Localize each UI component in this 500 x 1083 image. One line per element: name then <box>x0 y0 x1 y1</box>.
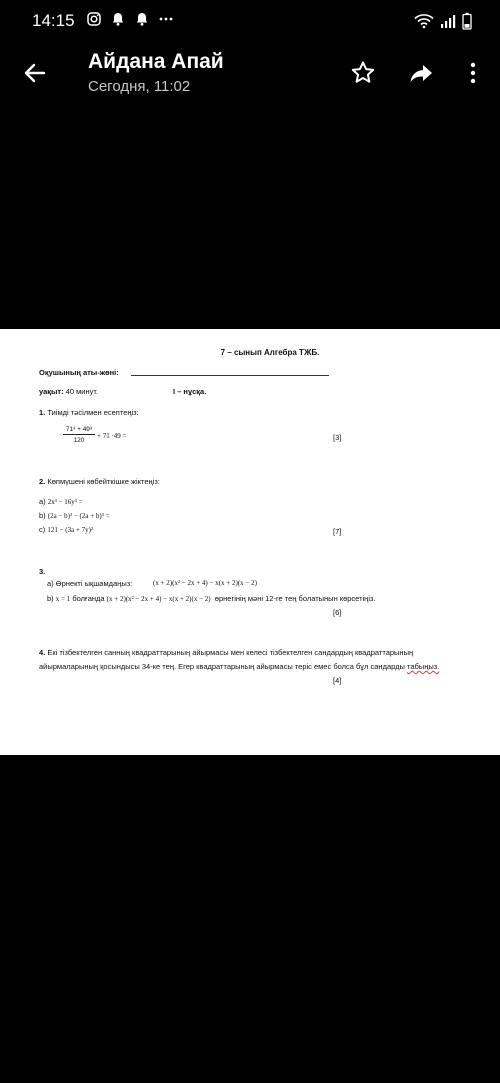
q2-score: [7] <box>333 527 342 536</box>
q4-line2 <box>39 662 439 671</box>
q2-heading <box>39 477 160 486</box>
q2-item-expr: 121 − (3a + 7y)² <box>47 526 94 534</box>
q4-line1 <box>39 648 413 657</box>
bell-icon <box>134 11 150 27</box>
q3-a-text: а) Өрнекті ықшамдаңыз: <box>47 579 133 588</box>
q1-fraction <box>63 426 95 444</box>
battery-icon <box>462 12 472 30</box>
q4-text-line1: Екі тізбектелген санның квадраттарының айырмасы мен келесі тізбектелген сандардың квадраттарының <box>47 648 414 657</box>
q1-score: [3] <box>333 433 342 442</box>
q2-item-expr: (2a − b)³ − (2a + b)³ = <box>47 512 110 520</box>
q3-a-expr: (x + 2)(x² − 2x + 4) − x(x + 2)(x − 2) <box>153 579 257 587</box>
time-info <box>39 387 98 396</box>
q4-text-word: табыңыз. <box>406 662 440 671</box>
status-left-icons <box>86 11 174 27</box>
more-vertical-icon[interactable] <box>460 60 486 86</box>
forward-share-icon[interactable] <box>408 60 434 86</box>
q2-item-letter: b) <box>39 511 46 520</box>
q1-text: Тиімді тәсілмен есептеңіз: <box>47 408 139 417</box>
signal-icon <box>440 13 456 29</box>
student-name-line <box>131 375 329 376</box>
back-arrow-icon[interactable] <box>22 60 48 86</box>
q4-text-line2: айырмаларының қосындысы 34-ке тең. Егер квадраттарының айырмасы теріс емес болса бұл сандарды <box>39 662 405 671</box>
time-label: уақыт: <box>39 387 64 396</box>
q2-item-expr: 2x³ − 16y³ = <box>47 498 83 506</box>
q3-number: 3. <box>39 567 46 576</box>
q2-text: Көпмүшені көбейткішке жіктеңіз: <box>47 477 160 486</box>
q1-number: 1. <box>39 408 46 417</box>
q2-item-c <box>39 525 93 534</box>
q2-number: 2. <box>39 477 46 486</box>
q3-b-cond: x = 1 <box>55 595 71 603</box>
q3-b-tail: өрнегінің мәні 12-ге тең болатынын көрсетіңіз. <box>214 594 376 603</box>
document-image[interactable] <box>0 329 500 755</box>
q3-score: [6] <box>333 608 342 617</box>
status-right-icons <box>414 12 472 30</box>
time-value: 40 минут. <box>65 387 99 396</box>
bell-icon <box>110 11 126 27</box>
q1-frac-num: 71³ + 49³ <box>63 426 95 435</box>
q3-b-expr: (x + 2)(x² − 2x + 4) − x(x + 2)(x − 2) <box>106 595 211 603</box>
star-icon[interactable] <box>350 60 376 86</box>
variant-label: І – нұсқа. <box>173 387 207 396</box>
q2-item-b <box>39 511 110 520</box>
q2-item-letter: c) <box>39 525 46 534</box>
more-dots-icon <box>158 11 174 27</box>
q4-number: 4. <box>39 648 46 657</box>
q3-b-word: болғанда <box>72 594 105 603</box>
wifi-icon <box>414 13 434 29</box>
q2-item-a <box>39 497 83 506</box>
q3-b-line <box>47 594 376 603</box>
q2-item-letter: a) <box>39 497 46 506</box>
q1-heading <box>39 408 139 417</box>
chat-title: Айдана Апай <box>88 50 224 73</box>
chat-subtitle: Сегодня, 11:02 <box>88 78 191 95</box>
instagram-icon <box>86 11 102 27</box>
document-title: 7 – сынып Алгебра ТЖБ. <box>220 348 320 357</box>
status-time: 14:15 <box>32 11 75 30</box>
q1-expr-tail: + 71 ⁦·49 = <box>97 432 127 440</box>
q4-score: [4] <box>333 676 342 685</box>
student-name-label: Оқушының аты-жөні: <box>39 368 119 377</box>
q1-frac-den: 120 <box>73 437 85 444</box>
status-bar <box>0 0 500 40</box>
q3-b-letter: b) <box>47 594 54 603</box>
